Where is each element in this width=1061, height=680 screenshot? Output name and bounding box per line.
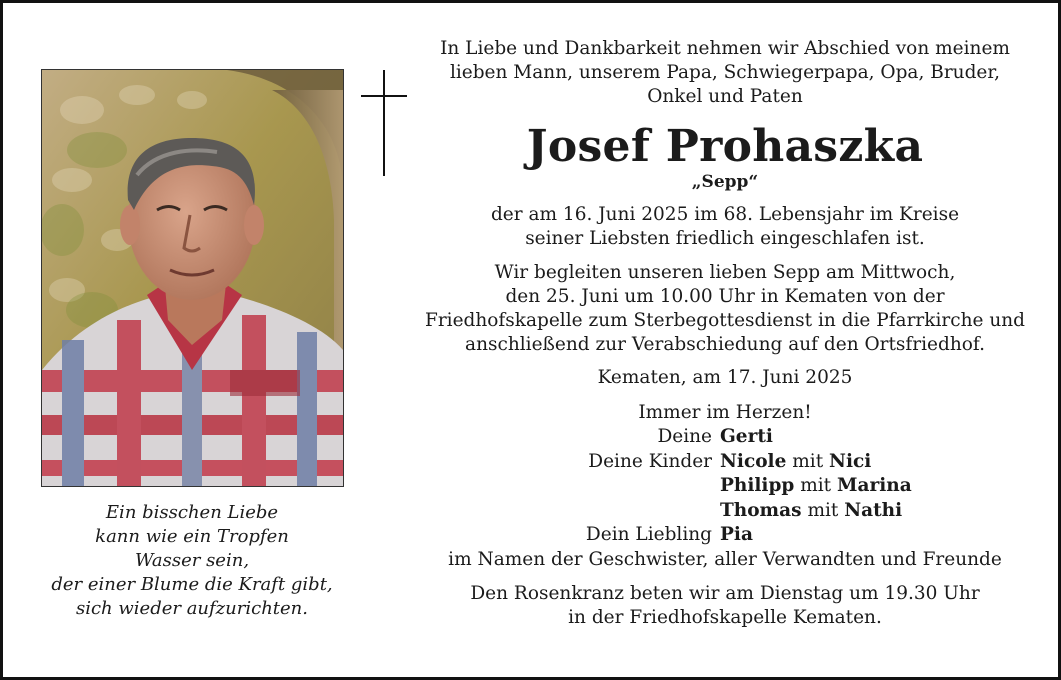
family-list xyxy=(415,425,1035,548)
connector: mit xyxy=(800,475,832,496)
quote-line: Ein bisschen Liebe xyxy=(105,502,279,523)
child-name: Philipp xyxy=(720,475,795,496)
death-notice-line: der am 16. Juni 2025 im 68. Lebensjahr im Kreise xyxy=(490,204,960,225)
others-line: im Namen der Geschwister, aller Verwandten und Freunde xyxy=(448,548,1002,570)
connector: mit xyxy=(792,450,824,472)
funeral-line: anschließend zur Verabschiedung auf den Ortsfriedhof. xyxy=(465,334,985,355)
child-name: Nicole xyxy=(720,450,787,472)
favorite-label: Dein Liebling xyxy=(585,524,712,545)
place-date: Kematen, am 17. Juni 2025 xyxy=(597,367,853,388)
partner-name: Nathi xyxy=(844,499,903,521)
intro-line: lieben Mann, unserem Papa, Schwiegerpapa, Opa, Bruder, xyxy=(449,62,1001,83)
partner-name: Marina xyxy=(837,475,912,496)
list-item xyxy=(720,499,1035,524)
quote-line: kann wie ein Tropfen xyxy=(95,526,289,547)
portrait-photo xyxy=(41,69,344,487)
quote-line: Wasser sein, xyxy=(134,550,250,571)
funeral-line: Wir begleiten unseren lieben Sepp am Mittwoch, xyxy=(494,262,956,283)
intro-line: In Liebe und Dankbarkeit nehmen wir Abschied von meinem xyxy=(440,38,1010,59)
portrait-illustration xyxy=(42,70,343,486)
children-label: Deine Kinder xyxy=(588,450,712,472)
death-notice-line: seiner Liebsten friedlich eingeschlafen ist. xyxy=(525,228,925,249)
obituary-text xyxy=(415,37,1035,630)
deceased-nickname: „Sepp“ xyxy=(691,172,759,192)
funeral-line: Friedhofskapelle zum Sterbegottesdienst in die Pfarrkirche und xyxy=(424,310,1026,331)
wife-label: Deine xyxy=(657,426,712,447)
list-item xyxy=(720,450,1035,475)
intro-line: Onkel und Paten xyxy=(647,86,803,107)
rosary-line: in der Friedhofskapelle Kematen. xyxy=(568,606,882,628)
motto: Immer im Herzen! xyxy=(638,402,812,423)
quote-line: sich wieder aufzurichten. xyxy=(75,598,308,619)
connector: mit xyxy=(807,499,839,521)
wife-name: Gerti xyxy=(720,426,773,447)
cross-icon xyxy=(361,70,409,176)
deceased-name: Josef Prohaszka xyxy=(526,121,924,172)
memorial-quote xyxy=(33,501,351,621)
funeral-line: den 25. Juni um 10.00 Uhr in Kematen von der xyxy=(505,286,945,307)
list-item xyxy=(720,474,1035,499)
favorite-name: Pia xyxy=(720,524,753,545)
partner-name: Nici xyxy=(829,450,872,472)
child-name: Thomas xyxy=(720,499,802,521)
rosary-line: Den Rosenkranz beten wir am Dienstag um 19.30 Uhr xyxy=(470,582,980,604)
quote-line: der einer Blume die Kraft gibt, xyxy=(51,574,333,595)
